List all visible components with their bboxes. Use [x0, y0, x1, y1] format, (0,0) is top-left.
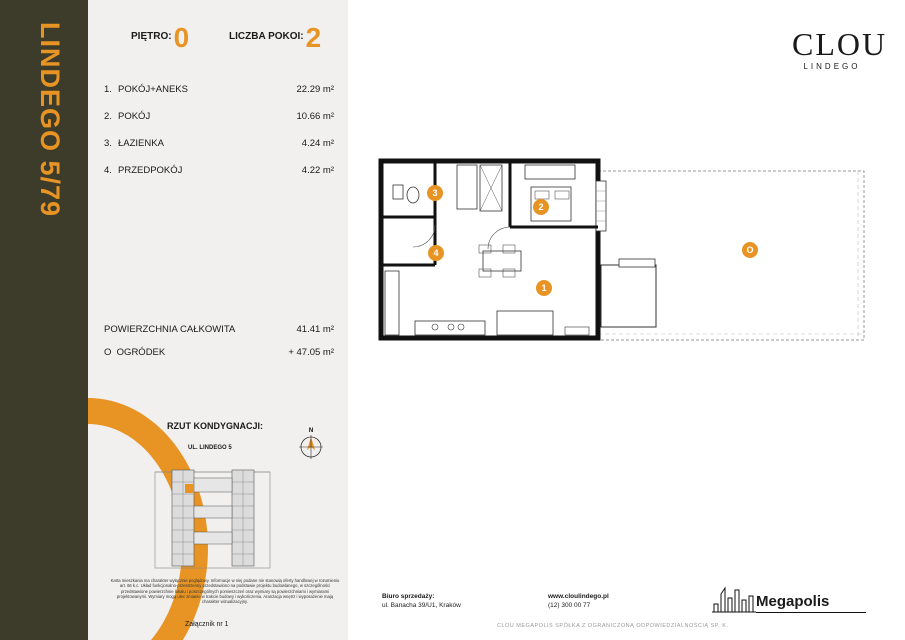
floor-plan [375, 155, 875, 355]
room-number: 4. [104, 165, 112, 176]
skyline-icon [712, 584, 756, 614]
plan-label-3: 3 [432, 188, 438, 198]
floor-label: PIĘTRO: [131, 31, 172, 42]
plan-label-4: 4 [433, 248, 439, 258]
plan-label-1: 1 [541, 283, 547, 293]
logo-sub: LINDEGO [803, 62, 861, 71]
list-item [104, 165, 334, 179]
site-plan-map [150, 458, 280, 570]
room-name: POKÓJ+ANEKS [118, 84, 188, 95]
rooms-count-info [229, 22, 321, 54]
developer-name: Megapolis [756, 593, 830, 610]
phone-number: (12) 300 00 77 [548, 602, 591, 609]
annex-label: Załącznik nr 1 [185, 621, 229, 628]
sales-address: ul. Banacha 39/U1, Kraków [382, 602, 461, 609]
room-number: 2. [104, 111, 112, 122]
contact-info [548, 592, 609, 610]
room-area: 22.29 m² [296, 84, 334, 95]
garden-number: O [104, 347, 112, 358]
total-area-value: 41.41 m² [296, 324, 334, 335]
floor-value: 0 [173, 22, 190, 53]
clou-logo [792, 26, 888, 78]
garden-area-row [104, 347, 334, 358]
plan-label-2: 2 [538, 202, 544, 212]
site-plan-title: RZUT KONDYGNACJI: [167, 421, 263, 431]
garden-label: OGRÓDEK [116, 347, 166, 358]
logo-underline [756, 612, 866, 613]
total-area-row [104, 324, 334, 335]
list-item [104, 84, 334, 98]
plan-label-garden: O [746, 245, 754, 255]
room-area: 4.22 m² [301, 165, 334, 176]
garden-area-value: + 47.05 m² [288, 347, 334, 358]
side-band [0, 0, 88, 640]
room-name: ŁAZIENKA [118, 138, 164, 149]
building-title: LINDEGO 5/79 [35, 22, 65, 218]
rooms-count-label: LICZBA POKOI: [229, 31, 304, 42]
sales-title: Biuro sprzedaży: [382, 593, 435, 600]
room-area: 4.24 m² [301, 138, 334, 149]
total-area-label: POWIERZCHNIA CAŁKOWITA [104, 324, 236, 335]
room-area: 10.66 m² [296, 111, 334, 122]
company-name: CLOU MEGAPOLIS SPÓŁKA Z OGRANICZONĄ ODPOWIEDZIALNOŚCIĄ SP. K. [497, 623, 729, 629]
disclaimer-text: Karta mieszkania ma charakter wyłącznie poglądowy. Informacje w niej podane nie stanowią oferty handlowej w rozumieniu art. 66 k.c. Układ funkcjonalno-przestrzenny przedstawiono na podstawie projektu budowlanego, w szczególności przedstawione powierzchnie lokalu i poszczególnych pomieszczeń oraz wymiary są powierzchniami i wymiarami projektowanymi. Wymiary mogą ulec zmianie w trakcie budowy i wykończenia. Aranżacja wnętrz i wyposażenie mają charakter wizualizacyjny. [110, 578, 340, 605]
room-name: PRZEDPOKÓJ [118, 165, 183, 176]
floor-info [131, 22, 189, 54]
megapolis-logo [712, 584, 872, 614]
logo-name: CLOU [792, 26, 888, 62]
apartment-highlight [185, 484, 194, 493]
room-name: POKÓJ [118, 111, 151, 122]
sales-office [382, 592, 461, 610]
compass-icon [298, 425, 324, 461]
room-number: 3. [104, 138, 112, 149]
room-number: 1. [104, 84, 112, 95]
list-item [104, 111, 334, 125]
street-label: UL. LINDEGO 5 [188, 445, 232, 451]
website-link[interactable]: www.cloulindego.pl [548, 593, 609, 600]
north-label: N [308, 428, 314, 434]
rooms-count-value: 2 [305, 22, 322, 53]
list-item [104, 138, 334, 152]
